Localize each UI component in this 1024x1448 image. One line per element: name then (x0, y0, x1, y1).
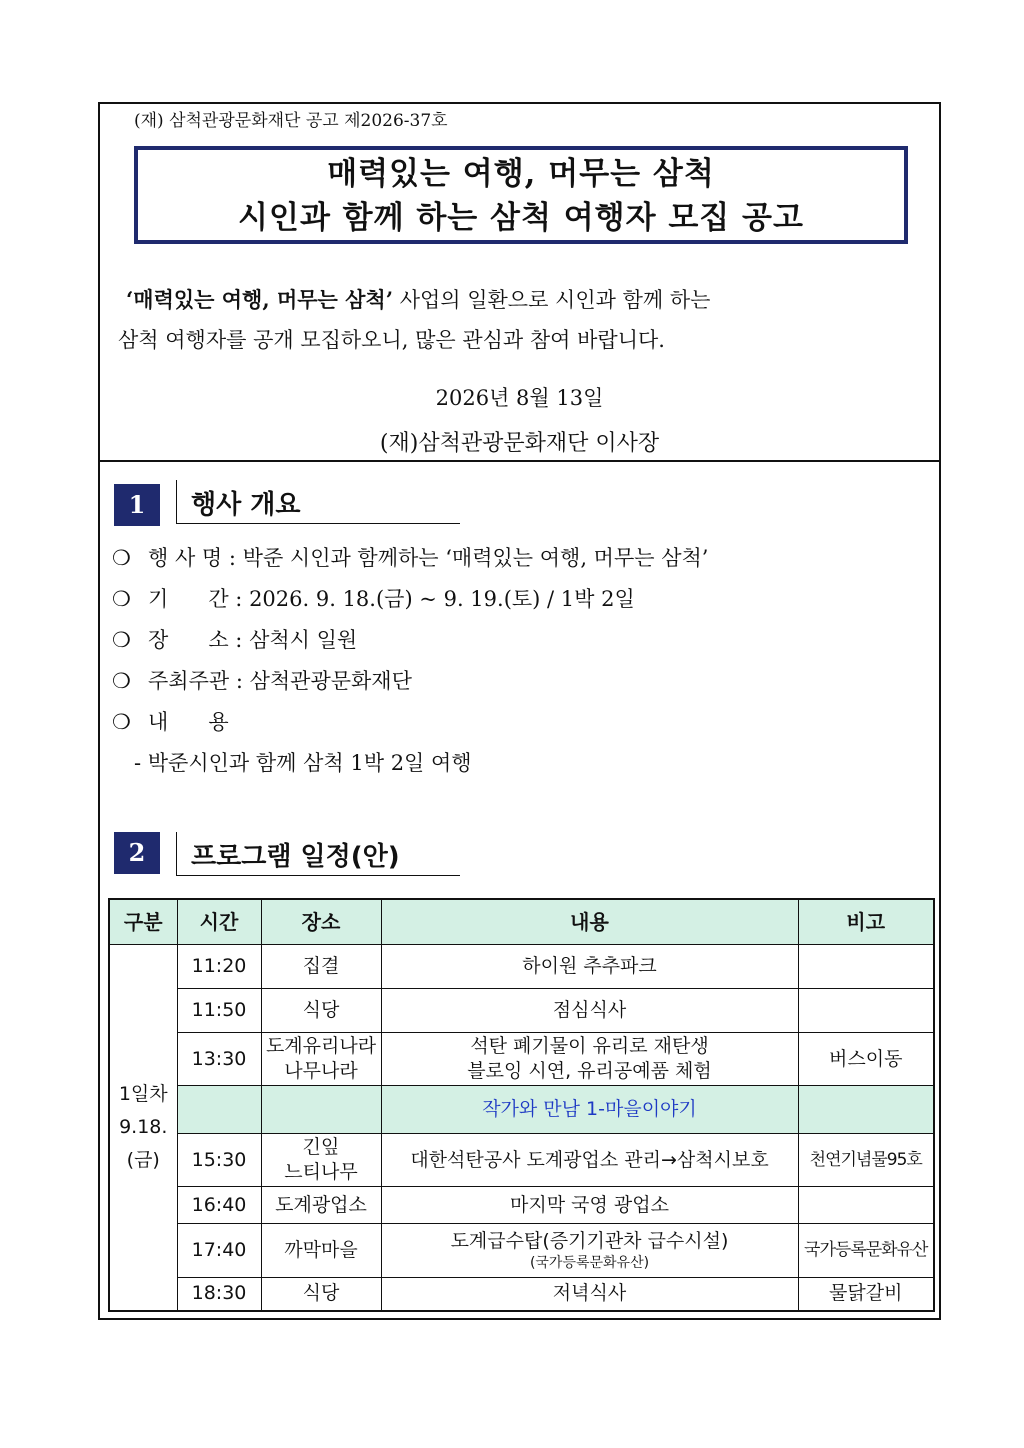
content-cell: 석탄 폐기물이 유리로 재탄생 블로잉 시연, 유리공예품 체험 (381, 1033, 798, 1086)
place-cell (261, 1086, 381, 1134)
table-row (109, 945, 934, 989)
place-cell: 식당 (261, 989, 381, 1033)
content-detail: - 박준시인과 함께 삼척 1박 2일 여행 (134, 751, 472, 775)
table-header-row (109, 899, 934, 945)
header-cell: 내용 (381, 899, 798, 945)
time-cell: 13:30 (177, 1033, 261, 1086)
table-row (109, 989, 934, 1033)
list-item: ❍ 장 소 : 삼척시 일원 (112, 628, 358, 652)
note-cell (798, 1187, 934, 1224)
header-cell: 구분 (109, 899, 177, 945)
intro-paragraph (118, 280, 908, 360)
content-cell: 작가와 만남 1-마을이야기 (381, 1086, 798, 1134)
place-cell: 긴잎 느티나무 (261, 1134, 381, 1187)
intro-rest: 사업의 일환으로 시인과 함께 하는 (393, 288, 711, 312)
list-item: ❍ 기 간 : 2026. 9. 18.(금) ~ 9. 19.(토) / 1박 2일 (112, 587, 635, 611)
section-2-title: 프로그램 일정(안) (191, 842, 400, 872)
content-cell: 저녁식사 (381, 1278, 798, 1311)
section-1-number: 1 (114, 484, 160, 526)
note-cell (798, 945, 934, 989)
table-row (109, 1278, 934, 1311)
time-cell: 15:30 (177, 1134, 261, 1187)
section-2-number: 2 (114, 832, 160, 874)
table-row (109, 1187, 934, 1224)
list-item: ❍ 행 사 명 : 박준 시인과 함께하는 ‘매력있는 여행, 머무는 삼척’ (112, 546, 709, 570)
notice-date: 2026년 8월 13일 (435, 386, 604, 410)
title-line-2: 시인과 함께 하는 삼척 여행자 모집 공고 (238, 200, 804, 236)
table-row (109, 1134, 934, 1187)
place-cell: 까막마을 (261, 1224, 381, 1278)
table-row-highlight (109, 1086, 934, 1134)
place-cell: 도계광업소 (261, 1187, 381, 1224)
schedule-table (108, 898, 935, 1312)
content-cell: 대한석탄공사 도계광업소 관리→삼척시보호 (381, 1134, 798, 1187)
place-cell: 도계유리나라 나무나라 (261, 1033, 381, 1086)
content-cell: 점심식사 (381, 989, 798, 1033)
issuer: (재)삼척관광문화재단 이사장 (379, 431, 660, 456)
note-cell: 물닭갈비 (798, 1278, 934, 1311)
overview-list (112, 538, 708, 783)
header-cell: 장소 (261, 899, 381, 945)
note-cell (798, 1086, 934, 1134)
notice-frame (98, 102, 941, 1320)
content-cell: 마지막 국영 광업소 (381, 1187, 798, 1224)
day-cell: 1일차 9.18. (금) (109, 945, 177, 1311)
intro-line-2: 삼척 여행자를 공개 모집하오니, 많은 관심과 참여 바랍니다. (118, 328, 665, 352)
time-cell: 11:20 (177, 945, 261, 989)
table-row (109, 1224, 934, 1278)
section-1-heading (176, 480, 460, 524)
list-item: ❍ 내 용 (112, 710, 229, 734)
note-cell: 버스이동 (798, 1033, 934, 1086)
intro-quoted: ‘매력있는 여행, 머무는 삼척’ (126, 287, 394, 312)
note-cell: 천연기념물95호 (798, 1134, 934, 1187)
table-row (109, 1033, 934, 1086)
time-cell (177, 1086, 261, 1134)
list-item: ❍ 주최주관 : 삼척관광문화재단 (112, 669, 412, 693)
header-cell: 시간 (177, 899, 261, 945)
section-1-title: 행사 개요 (191, 490, 301, 520)
place-cell: 집결 (261, 945, 381, 989)
note-cell (798, 989, 934, 1033)
title-line-1: 매력있는 여행, 머무는 삼척 (327, 156, 715, 192)
content-cell: 도계급수탑(증기기관차 급수시설) (국가등록문화유산) (381, 1224, 798, 1278)
notice-number: (재) 삼척관광문화재단 공고 제2026-37호 (134, 111, 448, 131)
note-cell: 국가등록문화유산 (798, 1224, 934, 1278)
time-cell: 17:40 (177, 1224, 261, 1278)
section-2-heading (176, 832, 460, 876)
header-cell: 비고 (798, 899, 934, 945)
content-cell: 하이원 추추파크 (381, 945, 798, 989)
time-cell: 11:50 (177, 989, 261, 1033)
divider (100, 460, 939, 462)
place-cell: 식당 (261, 1278, 381, 1311)
time-cell: 16:40 (177, 1187, 261, 1224)
time-cell: 18:30 (177, 1278, 261, 1311)
title-box (134, 146, 908, 244)
